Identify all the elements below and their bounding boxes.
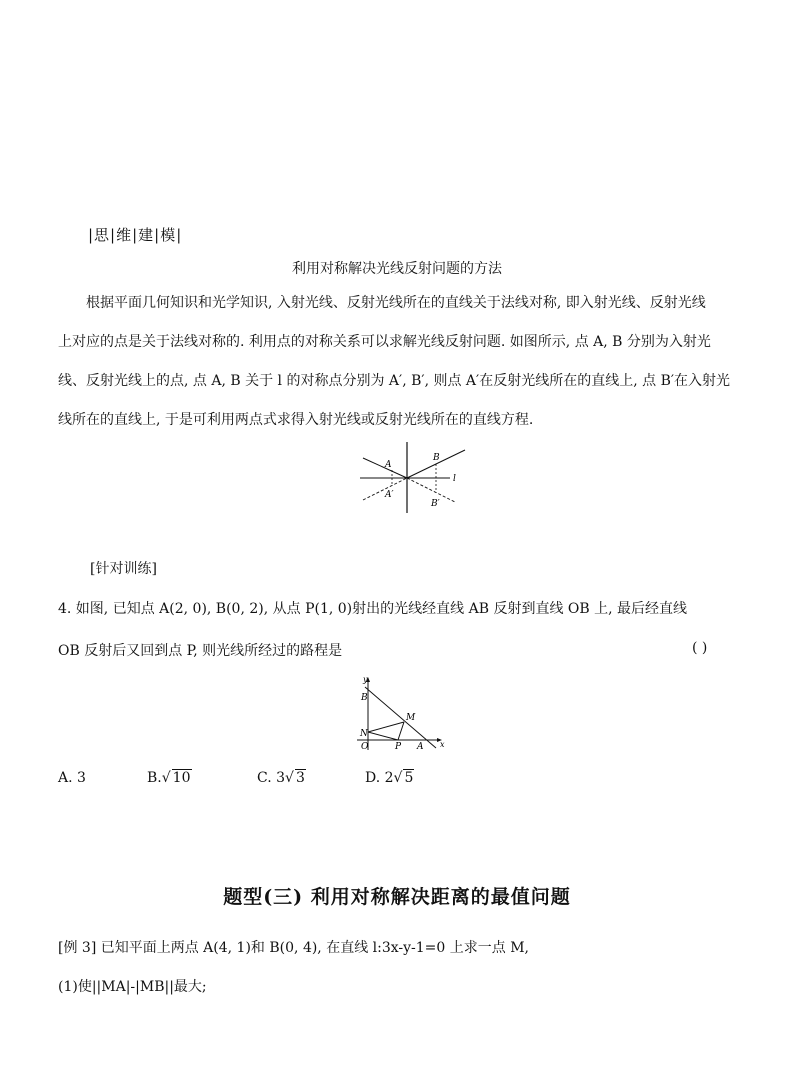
fig1-label-a-prime: A′: [385, 490, 394, 500]
fig2-label-p: P: [395, 742, 402, 752]
ray-mn: [368, 722, 404, 732]
option-c-radicand: 3: [295, 770, 305, 786]
fig2-label-x: x: [440, 740, 445, 749]
method-title: 利用对称解决光线反射问题的方法: [292, 261, 502, 277]
option-c: [257, 770, 306, 786]
option-b: [147, 770, 192, 786]
fig2-label-n: N: [360, 729, 368, 739]
ray-np: [368, 732, 398, 740]
example-3-line-2: (1)使||MA|-|MB||最大;: [58, 979, 207, 995]
option-c-prefix: C. 3: [257, 770, 286, 786]
question-4-line-1: 4. 如图, 已知点 A(2, 0), B(0, 2), 从点 P(1, 0)射出的光线经直线 AB 反射到直线 OB 上, 最后经直线: [58, 601, 688, 617]
line-ab: [365, 687, 436, 748]
option-d: [365, 770, 414, 786]
fig2-label-y: y: [363, 675, 368, 684]
method-paragraph: [58, 284, 738, 440]
example-3-line-1: [例 3] 已知平面上两点 A(4, 1)和 B(0, 4), 在直线 l:3x-y-1=0 上求一点 M,: [58, 940, 530, 956]
fig1-label-b-prime: B′: [431, 499, 440, 509]
section-tag: |思|维|建|模|: [88, 226, 183, 244]
method-line-1: 根据平面几何知识和光学知识, 入射光线、反射光线所在的直线关于法线对称, 即入射光线、反射光线: [86, 295, 706, 311]
fig1-label-l: l: [453, 474, 456, 484]
fig1-label-b: B: [433, 453, 440, 463]
question-4-figure: [352, 672, 447, 754]
sqrt-symbol: √ 10: [161, 770, 191, 786]
method-line-2: 上对应的点是关于法线对称的. 利用点的对称关系可以求解光线反射问题. 如图所示, 点 A, B 分别为入射光: [58, 334, 711, 350]
training-label: [针对训练]: [90, 561, 157, 577]
fig2-label-m: M: [406, 713, 416, 723]
ray-pm: [398, 722, 404, 740]
option-d-prefix: D. 2: [365, 770, 394, 786]
reflection-figure: [355, 440, 470, 515]
fig1-label-a: A: [385, 460, 392, 470]
option-a: A. 3: [58, 770, 86, 786]
method-line-4: 线所在的直线上, 于是可利用两点式求得入射光线或反射光线所在的直线方程.: [58, 412, 534, 428]
option-d-radicand: 5: [404, 770, 414, 786]
fig2-label-a: A: [417, 742, 424, 752]
question-4-line-2: OB 反射后又回到点 P, 则光线所经过的路程是: [58, 643, 343, 659]
option-b-radicand: 10: [172, 770, 191, 786]
sqrt-symbol: √ 3: [285, 770, 305, 786]
fig2-label-b: B: [361, 693, 368, 703]
option-b-prefix: B.: [147, 770, 162, 786]
type-title: 题型(三) 利用对称解决距离的最值问题: [223, 886, 571, 908]
method-line-3: 线、反射光线上的点, 点 A, B 关于 l 的对称点分别为 A′, B′, 则点 A′在反射光线所在的直线上, 点 B′在入射光: [58, 373, 731, 389]
fig2-label-o: O: [361, 742, 369, 752]
sqrt-symbol: √ 5: [393, 770, 414, 786]
answer-paren: ( ): [692, 640, 708, 656]
